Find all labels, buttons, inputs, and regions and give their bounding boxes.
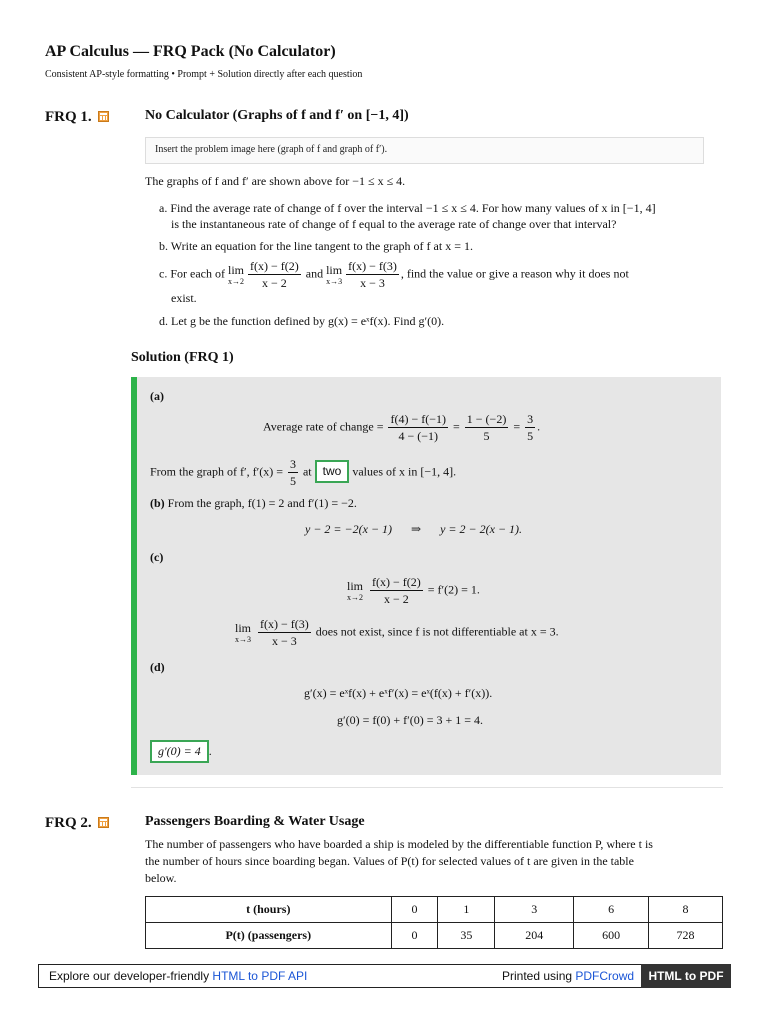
footer-left-text: Explore our developer-friendly [49, 969, 213, 983]
answer-box: g′(0) = 4 [150, 740, 209, 763]
page-subtitle: Consistent AP-style formatting • Prompt + Solution directly after each question [45, 69, 363, 80]
fraction-numerator: f(x) − f(2) [372, 575, 421, 589]
frq2-intro-line1: The number of passengers who have boarded a ship is modeled by the differentiable function P, where t is [145, 837, 653, 851]
derivative-equation-1: g′(x) = eˣf(x) + eˣf′(x) = eˣ(f(x) + f′(x)). [304, 686, 493, 700]
frq1-title: No Calculator (Graphs of f and f′ on [−1, 4]) [145, 108, 409, 123]
fraction-numerator: 3 [289, 457, 296, 471]
fraction-numerator: f(4) − f(−1) [390, 412, 446, 426]
fraction-numerator: f(x) − f(3) [260, 617, 309, 631]
solution-part-c-label: (c) [150, 550, 164, 564]
answer-box: two [315, 460, 350, 483]
frq1-intro: The graphs of f and f′ are shown above for −1 ≤ x ≤ 4. [145, 174, 406, 188]
limit-expression [235, 622, 251, 644]
fraction-denominator: 5 [527, 429, 534, 443]
calculator-icon [98, 817, 109, 828]
fraction [465, 412, 509, 443]
fraction-denominator: x − 2 [261, 276, 287, 290]
image-placeholder: Insert the problem image here (graph of f and graph of f′). [145, 137, 704, 164]
footer-right-text: Printed using [502, 969, 576, 983]
html-to-pdf-api-link[interactable]: HTML to PDF API [212, 969, 308, 983]
fraction [525, 412, 535, 443]
fraction-numerator: 3 [527, 412, 534, 426]
table-header-cell: P(t) (passengers) [146, 923, 392, 949]
frq1-part-b: b. Write an equation for the line tangent to the graph of f at x = 1. [159, 239, 473, 253]
frq1-number: FRQ 1. [45, 109, 92, 125]
table-row [146, 897, 723, 923]
footer-left [49, 969, 307, 983]
solution-part-d-label: (d) [150, 660, 165, 674]
lim-subscript: x→3 [326, 276, 343, 286]
limit-expression [347, 580, 363, 602]
lim-subscript: x→3 [235, 634, 251, 644]
page-title: AP Calculus — FRQ Pack (No Calculator) [45, 43, 336, 60]
lim-subscript: x→2 [347, 592, 363, 602]
avg-rate-label: Average rate of change = [263, 419, 384, 434]
graph-at: at [302, 464, 312, 479]
html-to-pdf-button[interactable]: HTML to PDF [641, 964, 731, 988]
graph-suffix: values of x in [−1, 4]. [352, 464, 457, 479]
table-cell: 35 [438, 923, 495, 949]
fraction [258, 617, 311, 648]
fraction-denominator: 5 [483, 429, 490, 443]
fraction [288, 457, 298, 488]
passenger-table [145, 896, 723, 949]
table-cell: 1 [438, 897, 495, 923]
table-cell: 3 [495, 897, 574, 923]
fraction-denominator: x − 3 [360, 276, 385, 290]
frq1-part-d: d. Let g be the function defined by g(x) = eˣf(x). Find g′(0). [159, 314, 445, 328]
fraction-denominator: x − 2 [384, 592, 409, 606]
lim-word: lim [227, 262, 244, 277]
graph-prefix: From the graph of f′, f′(x) = [150, 464, 283, 479]
fraction-denominator: 4 − (−1) [398, 429, 438, 443]
fraction [370, 575, 423, 606]
frq2-intro-line3: below. [145, 871, 177, 885]
period: . [208, 744, 212, 758]
frq1-part-a-line2: is the instantaneous rate of change of f equal to the average rate of change over that interval? [171, 217, 617, 231]
table-cell: 204 [495, 923, 574, 949]
limit-expression [326, 264, 342, 286]
fraction [388, 412, 448, 443]
tangent-eq-right: y = 2 − 2(x − 1). [440, 522, 523, 536]
lim-subscript: x→2 [227, 276, 244, 286]
part-c-suffix: , find the value or give a reason why it does not [400, 266, 629, 281]
pdfcrowd-link[interactable]: PDFCrowd [575, 969, 635, 983]
average-rate-equation [263, 412, 540, 443]
frq1-part-c-line2: exist. [171, 291, 197, 305]
fraction [248, 259, 301, 290]
solution-part-a-label: (a) [150, 389, 164, 403]
frq1-label [45, 109, 109, 126]
fraction [346, 259, 399, 290]
limit-result-1: = f′(2) = 1. [427, 582, 480, 597]
tangent-line-equation [305, 521, 522, 537]
calculator-icon [98, 111, 109, 122]
solution-title: Solution (FRQ 1) [131, 350, 234, 365]
tangent-eq-left: y − 2 = −2(x − 1) [305, 522, 393, 536]
solution-part-b-label: (b) [150, 496, 165, 510]
frq1-part-c [159, 259, 629, 290]
table-cell: 0 [391, 923, 438, 949]
part-c-prefix: c. For each of [159, 266, 225, 281]
lim-word: lim [347, 578, 364, 593]
solution-box [131, 377, 721, 775]
frq2-title: Passengers Boarding & Water Usage [145, 814, 365, 829]
footer-right [502, 969, 634, 983]
graph-conclusion [150, 457, 456, 488]
lim-word: lim [235, 620, 252, 635]
fraction-numerator: 1 − (−2) [466, 412, 507, 426]
final-answer [150, 740, 212, 763]
limit-result-2: does not exist, since f is not differentiable at x = 3. [315, 624, 559, 639]
table-cell: 600 [574, 923, 649, 949]
table-cell: 728 [649, 923, 723, 949]
implies-arrow: ⇒ [411, 522, 422, 536]
part-c-and: and [305, 266, 324, 281]
table-cell: 0 [391, 897, 438, 923]
fraction-numerator: f(x) − f(3) [348, 259, 397, 273]
frq1-part-a-line1: a. Find the average rate of change of f over the interval −1 ≤ x ≤ 4. For how many values of x in [−1, 4] [159, 201, 656, 215]
frq2-intro-line2: the number of hours since boarding began. Values of P(t) for selected values of t are given in the table [145, 854, 634, 868]
table-row [146, 923, 723, 949]
limit-expression [228, 264, 244, 286]
equals-sign: = [453, 419, 460, 434]
frq2-label [45, 815, 109, 832]
limit-equation-1 [347, 575, 480, 606]
table-cell: 6 [574, 897, 649, 923]
solution-part-b-text: From the graph, f(1) = 2 and f′(1) = −2. [167, 496, 357, 510]
limit-equation-2 [235, 617, 559, 648]
lim-word: lim [326, 262, 343, 277]
pdfcrowd-footer [38, 964, 731, 988]
derivative-equation-2: g′(0) = f(0) + f′(0) = 3 + 1 = 4. [337, 713, 484, 727]
frq2-number: FRQ 2. [45, 815, 92, 831]
fraction-numerator: f(x) − f(2) [250, 259, 299, 273]
table-header-cell: t (hours) [146, 897, 392, 923]
solution-part-b [150, 495, 357, 511]
equals-sign: = [513, 419, 521, 434]
table-cell: 8 [649, 897, 723, 923]
fraction-denominator: 5 [289, 474, 296, 488]
period: . [537, 419, 541, 434]
section-divider [131, 787, 723, 788]
fraction-denominator: x − 3 [272, 634, 297, 648]
